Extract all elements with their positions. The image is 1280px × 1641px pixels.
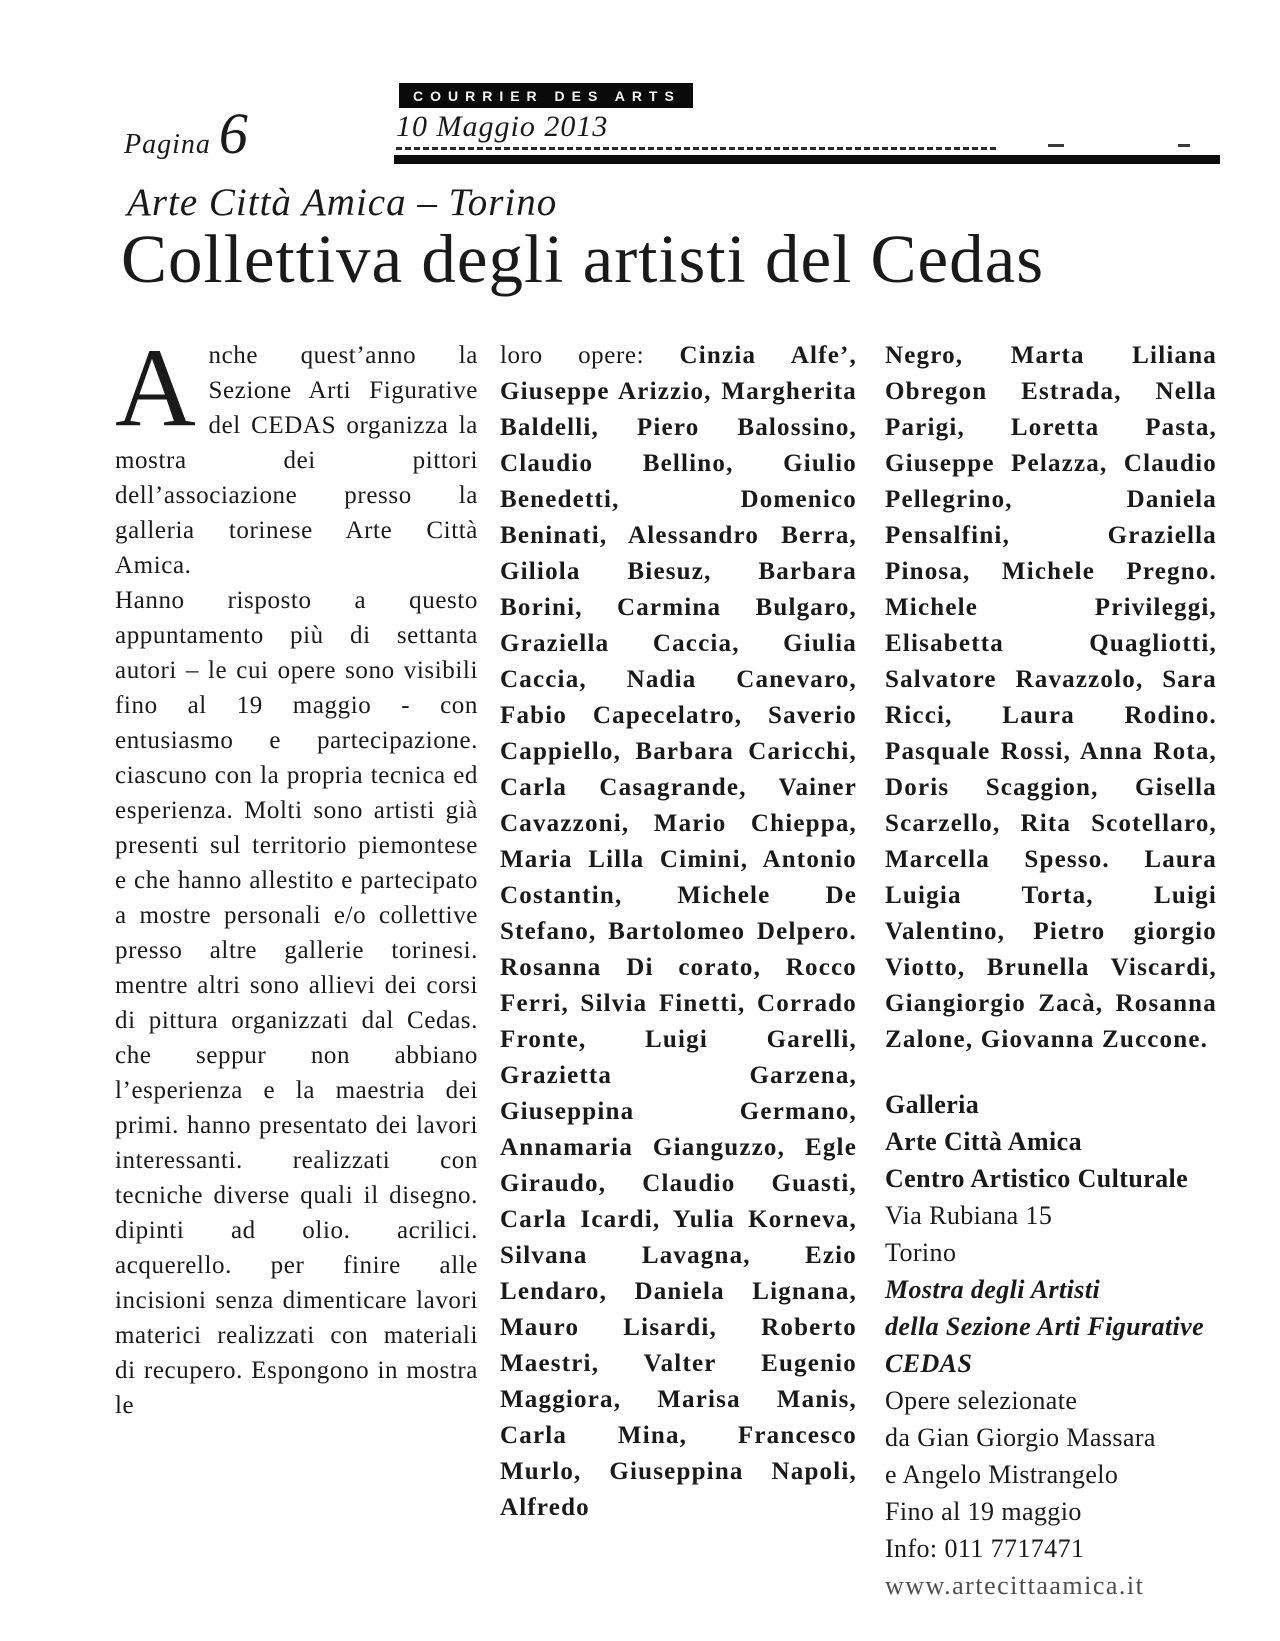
masthead-badge: COURRIER DES ARTS (399, 83, 693, 108)
gallery-info-line: e Angelo Mistrangelo (885, 1460, 1119, 1489)
article-columns (115, 326, 1217, 1604)
column-2 (500, 338, 857, 1604)
gallery-info-block (885, 1086, 1217, 1604)
gallery-info-line: CEDAS (885, 1349, 973, 1378)
article-headline: Collettiva degli artisti del Cedas (121, 221, 1045, 297)
artists-list-lead: loro opere: (500, 342, 680, 369)
artists-list-part2 (885, 338, 1217, 1058)
artists-list-part1 (500, 338, 857, 1526)
paragraph-lead (115, 326, 478, 583)
gallery-info-line: da Gian Giorgio Massara (885, 1423, 1156, 1452)
page-label: Pagina (124, 129, 211, 160)
paragraph-body: Hanno risposto a questo appuntamento più di settanta autori – le cui opere sono visibili fino al 19 maggio - con entusiasmo e partecipazione. ciascuno con la propria tecnica ed esperienza. Molti sono artisti già presenti sul territorio piemontese e che hanno allestito e partecipato a mostre personali e/o collettive presso altre gallerie torinesi. mentre altri sono allievi dei corsi di pittura organizzati dal Cedas. che seppur non abbiano l’esperienza e la maestria dei primi. hanno presentato dei lavori interessanti. realizzati con tecniche diverse quali il disegno. dipinti ad olio. acrilici. acquerello. per finire alle incisioni senza dimenticare lavori materici realizzati con materiali di recupero. Espongono in mostra le (115, 587, 478, 1419)
gallery-info-line: Centro Artistico Culturale (885, 1164, 1189, 1193)
gallery-info-line: Mostra degli Artisti (885, 1275, 1101, 1304)
column-3 (885, 338, 1217, 1604)
gallery-info-line: Torino (885, 1238, 957, 1267)
date-underline-dash (1048, 144, 1064, 147)
header-divider-rule (394, 155, 1220, 164)
gallery-info-line: Fino al 19 maggio (885, 1497, 1082, 1526)
page-number-block (124, 100, 248, 167)
drop-cap: A (115, 326, 197, 450)
column-1 (115, 326, 478, 1604)
gallery-info-line: della Sezione Arti Figurative (885, 1312, 1205, 1341)
artists-names: Cinzia Alfe’, Giuseppe Arizzio, Margherita Baldelli, Piero Balossino, Claudio Bellino, Giulio Benedetti, Domenico Beninati, Alessandro Berra, Giliola Biesuz, Barbara Borini, Carmina Bulgaro, Graziella Caccia, Giulia Caccia, Nadia Canevaro, Fabio Capecelatro, Saverio Cappiello, Barbara Caricchi, Carla Casagrande, Vainer Cavazzoni, Mario Chieppa, Maria Lilla Cimini, Antonio Costantin, Michele De Stefano, Bartolomeo Delpero. Rosanna Di corato, Rocco Ferri, Silvia Finetti, Corrado Fronte, Luigi Garelli, Grazietta Garzena, Giuseppina Germano, Annamaria Gianguzzo, Egle Giraudo, Claudio Guasti, Carla Icardi, Yulia Korneva, Silvana Lavagna, Ezio Lendaro, Daniela Lignana, Mauro Lisardi, Roberto Maestri, Valter Eugenio Maggiora, Marisa Manis, Carla Mina, Francesco Murlo, Giuseppina Napoli, Alfredo (500, 342, 857, 1521)
page-number: 6 (218, 101, 248, 166)
date-underline-dash (1178, 144, 1190, 147)
gallery-info-line: Galleria (885, 1090, 980, 1119)
paragraph-lead-text: nche quest’anno la Sezione Arti Figurative del CEDAS organizza la mostra dei pittori dell’associazione presso la galleria torinese Arte Città Amica. (115, 342, 478, 579)
date-underline (396, 131, 996, 150)
article-kicker: Arte Città Amica – Torino (127, 181, 558, 224)
gallery-info-line: Info: 011 7717471 (885, 1534, 1085, 1563)
gallery-info-line: Opere selezionate (885, 1386, 1078, 1415)
issue-date: 10 Maggio 2013 (396, 110, 609, 143)
gallery-info-line: Via Rubiana 15 (885, 1201, 1053, 1230)
gallery-info-line: www.artecittaamica.it (885, 1571, 1145, 1600)
gallery-info-line: Arte Città Amica (885, 1127, 1082, 1156)
artists-names: Negro, Marta Liliana Obregon Estrada, Nella Parigi, Loretta Pasta, Giuseppe Pelazza, Claudio Pellegrino, Daniela Pensalfini, Graziella Pinosa, Michele Pregno. Michele Privileggi, Elisabetta Quagliotti, Salvatore Ravazzolo, Sara Ricci, Laura Rodino. Pasquale Rossi, Anna Rota, Doris Scaggion, Gisella Scarzello, Rita Scotellaro, Marcella Spesso. Laura Luigia Torta, Luigi Valentino, Pietro giorgio Viotto, Brunella Viscardi, Giangiorgio Zacà, Rosanna Zalone, Giovanna Zuccone. (885, 342, 1217, 1053)
